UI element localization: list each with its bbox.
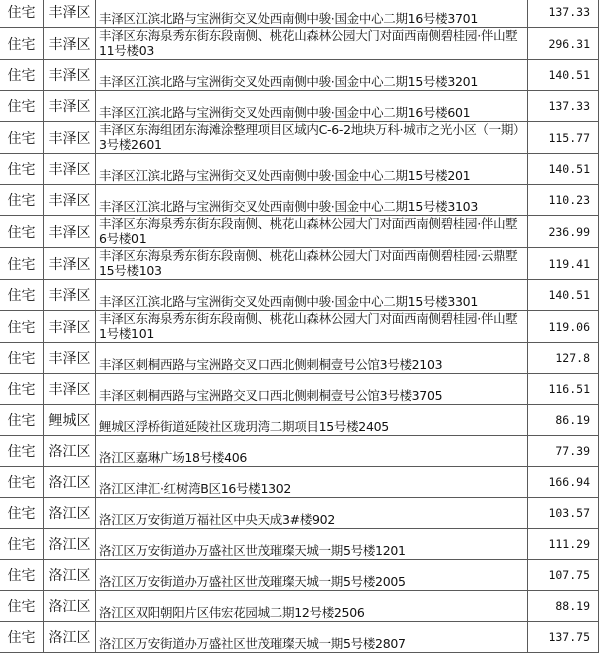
cell-address[interactable]: 丰泽区东海组团东海滩涂整理项目区域内C-6-2地块万科·城市之光小区（一期）3号楼2601 <box>96 122 528 154</box>
cell-property-type[interactable]: 住宅 <box>0 60 44 91</box>
cell-area[interactable]: 111.29 <box>528 529 599 560</box>
cell-property-type[interactable]: 住宅 <box>0 154 44 185</box>
table-row[interactable] <box>0 622 599 653</box>
cell-district[interactable]: 丰泽区 <box>44 60 96 91</box>
cell-area[interactable]: 127.8 <box>528 343 599 374</box>
cell-property-type[interactable]: 住宅 <box>0 280 44 311</box>
cell-area[interactable]: 140.51 <box>528 280 599 311</box>
cell-address[interactable]: 丰泽区江滨北路与宝洲街交叉处西南侧中骏·国金中心二期15号楼3103 <box>96 185 528 216</box>
cell-area[interactable]: 77.39 <box>528 436 599 467</box>
cell-district[interactable]: 丰泽区 <box>44 374 96 405</box>
table-row[interactable] <box>0 498 599 529</box>
table-row[interactable] <box>0 122 599 154</box>
cell-property-type[interactable]: 住宅 <box>0 343 44 374</box>
cell-area[interactable]: 119.41 <box>528 248 599 280</box>
cell-property-type[interactable]: 住宅 <box>0 216 44 248</box>
cell-address[interactable]: 丰泽区江滨北路与宝洲街交叉处西南侧中骏·国金中心二期15号楼3201 <box>96 60 528 91</box>
cell-property-type[interactable]: 住宅 <box>0 436 44 467</box>
table-row[interactable] <box>0 529 599 560</box>
cell-property-type[interactable]: 住宅 <box>0 122 44 154</box>
table-row[interactable] <box>0 374 599 405</box>
cell-address[interactable]: 洛江区双阳朝阳片区伟宏花园城二期12号楼2506 <box>96 591 528 622</box>
cell-district[interactable]: 洛江区 <box>44 560 96 591</box>
cell-property-type[interactable]: 住宅 <box>0 560 44 591</box>
cell-address[interactable]: 丰泽区刺桐西路与宝洲路交叉口西北侧刺桐壹号公馆3号楼3705 <box>96 374 528 405</box>
cell-property-type[interactable]: 住宅 <box>0 374 44 405</box>
cell-address[interactable]: 丰泽区刺桐西路与宝洲路交叉口西北侧刺桐壹号公馆3号楼2103 <box>96 343 528 374</box>
cell-property-type[interactable]: 住宅 <box>0 311 44 343</box>
cell-district[interactable]: 丰泽区 <box>44 248 96 280</box>
cell-district[interactable]: 丰泽区 <box>44 154 96 185</box>
cell-area[interactable]: 116.51 <box>528 374 599 405</box>
cell-area[interactable]: 115.77 <box>528 122 599 154</box>
table-row[interactable] <box>0 248 599 280</box>
cell-area[interactable]: 137.33 <box>528 91 599 122</box>
cell-address[interactable]: 丰泽区东海泉秀东街东段南侧、桃花山森林公园大门对面西南侧碧桂园·伴山墅11号楼03 <box>96 28 528 60</box>
cell-area[interactable]: 166.94 <box>528 467 599 498</box>
cell-district[interactable]: 丰泽区 <box>44 185 96 216</box>
cell-property-type[interactable]: 住宅 <box>0 248 44 280</box>
table-row[interactable] <box>0 311 599 343</box>
cell-area[interactable]: 110.23 <box>528 185 599 216</box>
cell-district[interactable]: 丰泽区 <box>44 216 96 248</box>
cell-property-type[interactable]: 住宅 <box>0 529 44 560</box>
table-row[interactable] <box>0 0 599 28</box>
cell-district[interactable]: 洛江区 <box>44 498 96 529</box>
cell-district[interactable]: 丰泽区 <box>44 343 96 374</box>
cell-property-type[interactable]: 住宅 <box>0 28 44 60</box>
table-row[interactable] <box>0 343 599 374</box>
table-row[interactable] <box>0 154 599 185</box>
cell-area[interactable]: 140.51 <box>528 60 599 91</box>
table-row[interactable] <box>0 28 599 60</box>
cell-district[interactable]: 鲤城区 <box>44 405 96 436</box>
table-row[interactable] <box>0 91 599 122</box>
cell-property-type[interactable]: 住宅 <box>0 622 44 653</box>
table-row[interactable] <box>0 60 599 91</box>
cell-area[interactable]: 236.99 <box>528 216 599 248</box>
cell-address[interactable]: 丰泽区江滨北路与宝洲街交叉处西南侧中骏·国金中心二期16号楼3701 <box>96 0 528 28</box>
table-row[interactable] <box>0 405 599 436</box>
cell-property-type[interactable]: 住宅 <box>0 405 44 436</box>
cell-property-type[interactable]: 住宅 <box>0 498 44 529</box>
cell-area[interactable]: 296.31 <box>528 28 599 60</box>
cell-district[interactable]: 丰泽区 <box>44 0 96 28</box>
cell-address[interactable]: 丰泽区江滨北路与宝洲街交叉处西南侧中骏·国金中心二期15号楼201 <box>96 154 528 185</box>
cell-district[interactable]: 洛江区 <box>44 436 96 467</box>
cell-property-type[interactable]: 住宅 <box>0 0 44 28</box>
cell-area[interactable]: 119.06 <box>528 311 599 343</box>
table-row[interactable] <box>0 436 599 467</box>
cell-district[interactable]: 丰泽区 <box>44 28 96 60</box>
cell-address[interactable]: 洛江区万安街道办万盛社区世茂璀璨天城一期5号楼2005 <box>96 560 528 591</box>
cell-district[interactable]: 洛江区 <box>44 622 96 653</box>
cell-address[interactable]: 丰泽区江滨北路与宝洲街交叉处西南侧中骏·国金中心二期15号楼3301 <box>96 280 528 311</box>
cell-address[interactable]: 丰泽区东海泉秀东街东段南侧、桃花山森林公园大门对面西南侧碧桂园·云鼎墅15号楼103 <box>96 248 528 280</box>
cell-address[interactable]: 鲤城区浮桥街道延陵社区珑玥湾二期项目15号楼2405 <box>96 405 528 436</box>
cell-address[interactable]: 洛江区万安街道办万盛社区世茂璀璨天城一期5号楼2807 <box>96 622 528 653</box>
cell-property-type[interactable]: 住宅 <box>0 185 44 216</box>
table-row[interactable] <box>0 591 599 622</box>
cell-area[interactable]: 140.51 <box>528 154 599 185</box>
table-row[interactable] <box>0 280 599 311</box>
cell-property-type[interactable]: 住宅 <box>0 91 44 122</box>
table-row[interactable] <box>0 467 599 498</box>
cell-area[interactable]: 88.19 <box>528 591 599 622</box>
cell-district[interactable]: 丰泽区 <box>44 280 96 311</box>
cell-area[interactable]: 86.19 <box>528 405 599 436</box>
cell-area[interactable]: 103.57 <box>528 498 599 529</box>
cell-address[interactable]: 洛江区万安街道万福社区中央天成3#楼902 <box>96 498 528 529</box>
cell-address[interactable]: 洛江区嘉琳广场18号楼406 <box>96 436 528 467</box>
cell-district[interactable]: 丰泽区 <box>44 122 96 154</box>
cell-address[interactable]: 丰泽区东海泉秀东街东段南侧、桃花山森林公园大门对面西南侧碧桂园·伴山墅1号楼101 <box>96 311 528 343</box>
cell-district[interactable]: 洛江区 <box>44 529 96 560</box>
cell-address[interactable]: 丰泽区东海泉秀东街东段南侧、桃花山森林公园大门对面西南侧碧桂园·伴山墅6号楼01 <box>96 216 528 248</box>
cell-property-type[interactable]: 住宅 <box>0 467 44 498</box>
table-row[interactable] <box>0 560 599 591</box>
table-row[interactable] <box>0 185 599 216</box>
table-row[interactable] <box>0 216 599 248</box>
cell-district[interactable]: 洛江区 <box>44 467 96 498</box>
cell-district[interactable]: 洛江区 <box>44 591 96 622</box>
cell-area[interactable]: 107.75 <box>528 560 599 591</box>
cell-district[interactable]: 丰泽区 <box>44 311 96 343</box>
cell-address[interactable]: 洛江区津汇·红树湾B区16号楼1302 <box>96 467 528 498</box>
cell-property-type[interactable]: 住宅 <box>0 591 44 622</box>
cell-area[interactable]: 137.75 <box>528 622 599 653</box>
cell-area[interactable]: 137.33 <box>528 0 599 28</box>
cell-address[interactable]: 丰泽区江滨北路与宝洲街交叉处西南侧中骏·国金中心二期16号楼601 <box>96 91 528 122</box>
cell-address[interactable]: 洛江区万安街道办万盛社区世茂璀璨天城一期5号楼1201 <box>96 529 528 560</box>
cell-district[interactable]: 丰泽区 <box>44 91 96 122</box>
